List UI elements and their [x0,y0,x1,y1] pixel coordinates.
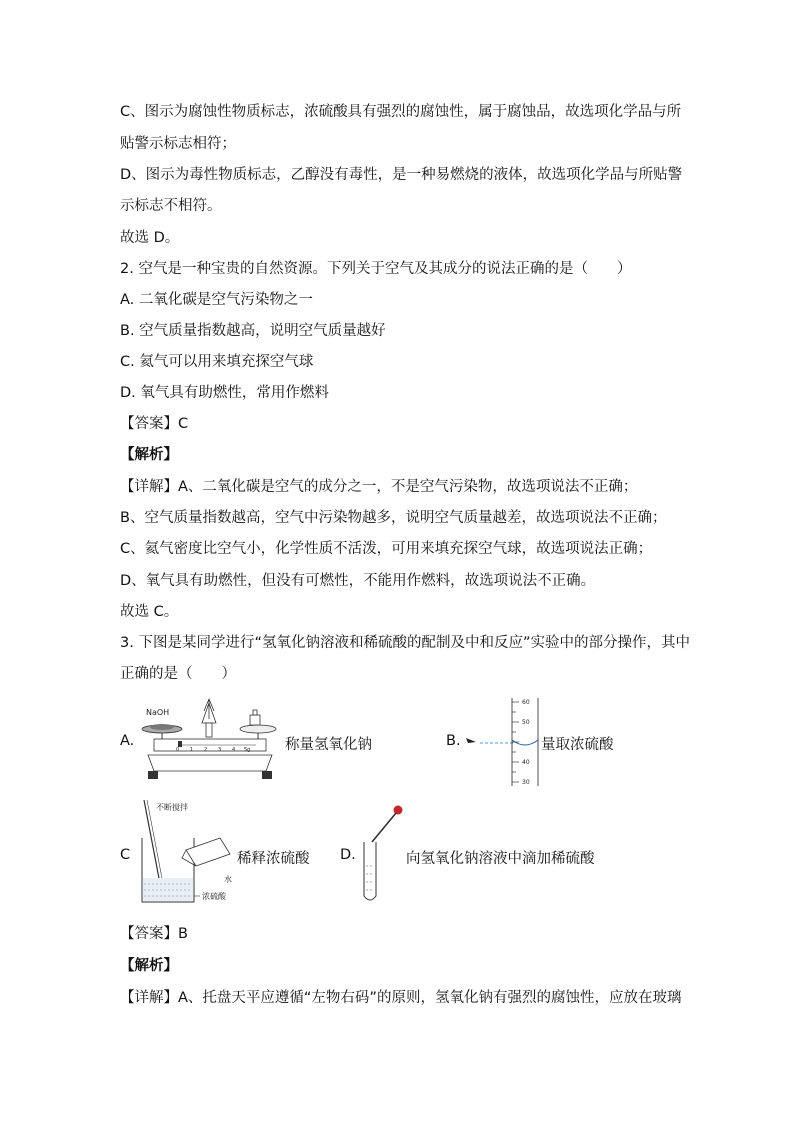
figure-b-caption: 量取浓硫酸 [541,737,614,753]
cylinder-tick-60: 60 [522,699,530,706]
cylinder-tick-50: 50 [522,719,530,726]
text-line-d-cont: 示标志不相符。 [120,198,222,214]
question-2-option-a: A. 二氧化碳是空气污染物之一 [120,292,313,308]
detail-2-a: 【详解】A、二氧化碳是空气的成分之一，不是空气污染物，故选项说法不正确； [120,479,638,495]
figure-a-caption: 称量氢氧化钠 [285,737,372,753]
figure-c-caption: 稀释浓硫酸 [237,851,310,867]
eye-icon [466,738,476,743]
question-2-option-b: B. 空气质量指数越高，说明空气质量越好 [120,323,386,339]
question-2-stem: 2. 空气是一种宝贵的自然资源。下列关于空气及其成分的说法正确的是（ ） [120,261,632,277]
analysis-heading-3: 【解析】 [120,958,178,974]
scale-tick-2: 2 [204,747,208,753]
cylinder-tick-40: 40 [522,759,530,766]
detail-2-b: B、空气质量指数越高，空气中污染物越多，说明空气质量越差，故选项说法不正确； [120,510,667,526]
question-2-option-c: C. 氦气可以用来填充探空气球 [120,354,314,370]
scale-tick-0: 0 [176,747,180,753]
text-line-d: D、图示为毒性物质标志，乙醇没有毒性，是一种易燃烧的液体，故选项化学品与所贴警 [120,167,683,183]
conclusion-2: 故选 C。 [120,604,179,620]
water-label: 水 [224,875,232,884]
figure-c-letter: C [120,847,131,863]
conclusion-1: 故选 D。 [120,230,180,246]
cylinder-tick-30: 30 [522,779,530,786]
scale-tick-5: 5g [244,747,251,753]
question-3-stem-cont: 正确的是（ ） [120,666,236,682]
test-tube-figure [356,802,406,906]
cylinder-figure [460,694,540,788]
stir-label: 不断搅拌 [156,803,188,812]
acid-label: 浓硫酸 [202,892,226,901]
detail-3-a: 【详解】A、托盘天平应遵循“左物右码”的原则，氢氧化钠有强烈的腐蚀性，应放在玻璃 [120,990,682,1006]
scale-tick-1: 1 [190,747,194,753]
naoh-tag: NaOH [146,708,170,717]
answer-2: 【答案】C [120,416,189,432]
balance-figure [134,695,280,785]
detail-2-d: D、氧气具有助燃性，但没有可燃性，不能用作燃料，故选项说法不正确。 [120,573,596,589]
text-line-c: C、图示为腐蚀性物质标志，浓硫酸具有强烈的腐蚀性，属于腐蚀品，故选项化学品与所 [120,104,682,120]
scale-tick-3: 3 [218,747,222,753]
figure-d-letter: D. [340,847,356,863]
scale-tick-4: 4 [232,747,236,753]
text-line-c-cont: 贴警示标志相符； [120,136,236,152]
figure-a-letter: A. [120,733,135,749]
dilution-figure [134,798,234,910]
answer-3: 【答案】B [120,926,188,942]
question-2-option-d: D. 氧气具有助燃性，常用作燃料 [120,385,329,401]
analysis-heading-2: 【解析】 [120,447,178,463]
question-3-stem: 3. 下图是某同学进行“氢氧化钠溶液和稀硫酸的配制及中和反应”实验中的部分操作，其中 [120,635,690,651]
figure-b-letter: B. [446,733,461,749]
detail-2-c: C、氦气密度比空气小，化学性质不活泼，可用来填充探空气球，故选项说法正确； [120,541,653,557]
figure-d-caption: 向氢氧化钠溶液中滴加稀硫酸 [406,851,595,867]
